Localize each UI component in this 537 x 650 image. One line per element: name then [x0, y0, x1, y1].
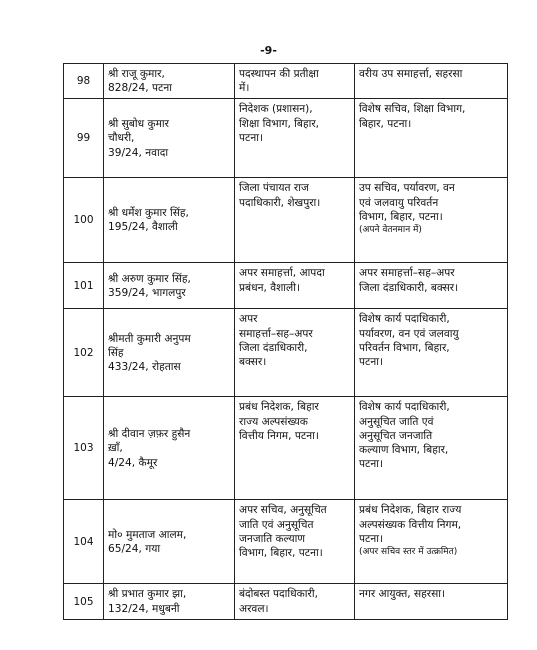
cell-line: अनुसूचित जनजाति: [359, 429, 433, 442]
cell-line: प्रबंधन, वैशाली।: [239, 281, 300, 294]
officer-name-cell: [104, 263, 235, 309]
cell-line: श्री धर्मेश कुमार सिंह,: [108, 207, 189, 220]
new-post-cell: [355, 64, 508, 99]
serial-number: 99: [64, 99, 104, 178]
table-row: [64, 178, 508, 263]
cell-line: नगर आयुक्त, सहरसा।: [359, 588, 446, 601]
cell-line: 4/24, कैमूर: [108, 456, 158, 469]
new-post-cell: [355, 99, 508, 178]
cell-note: (अपर सचिव स्तर में उत्क्रमित): [359, 547, 458, 558]
new-post-cell: [355, 584, 508, 619]
cell-line: बिहार, पटना।: [359, 117, 412, 130]
cell-line: 359/24, भागलपुर: [108, 286, 186, 299]
cell-line: राज्य अल्पसंख्यक: [239, 415, 308, 428]
cell-line: पटना।: [359, 532, 383, 545]
table-row: [64, 584, 508, 619]
serial-number: 101: [64, 263, 104, 309]
table-row: [64, 99, 508, 178]
cell-line: विभाग, बिहार, पटना।: [359, 210, 443, 223]
new-post-cell: [355, 397, 508, 500]
serial-number: 100: [64, 178, 104, 263]
cell-line: ख़ाँ,: [108, 442, 123, 455]
cell-line: कल्याण विभाग, बिहार,: [359, 444, 449, 457]
cell-line: श्री राजू कुमार,: [108, 68, 165, 80]
cell-line: विशेष कार्य पदाधिकारी,: [359, 401, 450, 414]
serial-number: 98: [64, 64, 104, 99]
cell-line: वित्तीय निगम, पटना।: [239, 429, 319, 442]
cell-line: सिंह: [108, 346, 124, 359]
cell-line: विशेष सचिव, शिक्षा विभाग,: [359, 103, 466, 116]
cell-line: पदस्थापन की प्रतीक्षा: [239, 68, 319, 80]
cell-line: विशेष कार्य पदाधिकारी,: [359, 313, 450, 326]
current-post-cell: [235, 263, 355, 309]
current-post-cell: [235, 584, 355, 619]
cell-line: पटना।: [359, 458, 383, 471]
cell-line: 39/24, नवादा: [108, 146, 169, 159]
current-post-cell: [235, 309, 355, 397]
cell-line: जिला दंडाधिकारी, बक्सर।: [359, 281, 459, 294]
officer-name-cell: [104, 500, 235, 584]
cell-line: समाहर्त्ता–सह–अपर: [239, 327, 313, 340]
cell-line: श्री प्रभात कुमार झा,: [108, 588, 187, 601]
table-row: [64, 263, 508, 309]
cell-line: अपर समाहर्त्ता–सह–अपर: [359, 267, 455, 280]
cell-line: जिला दंडाधिकारी,: [239, 341, 308, 354]
serial-number: 105: [64, 584, 104, 619]
cell-line: पदाधिकारी, शेखपुरा।: [239, 196, 321, 209]
serial-number: 104: [64, 500, 104, 584]
table-row: [64, 309, 508, 397]
page-number: -9-: [260, 44, 277, 57]
cell-line: मो० मुमताज आलम,: [108, 528, 187, 541]
table-row: [64, 500, 508, 584]
current-post-cell: [235, 99, 355, 178]
officer-name-cell: [104, 584, 235, 619]
cell-line: अपर सचिव, अनुसूचित: [239, 504, 327, 517]
cell-line: 195/24, वैशाली: [108, 221, 178, 234]
cell-line: बक्सर।: [239, 356, 267, 369]
transfer-table: [63, 63, 508, 620]
cell-line: श्री दीवान ज़फ़र हुसैन: [108, 428, 191, 441]
new-post-cell: [355, 309, 508, 397]
cell-line: उप सचिव, पर्यावरण, वन: [359, 182, 455, 195]
cell-line: श्रीमती कुमारी अनुपम: [108, 332, 191, 345]
cell-line: जनजाति कल्याण: [239, 532, 306, 545]
officer-name-cell: [104, 309, 235, 397]
cell-line: शिक्षा विभाग, बिहार,: [239, 117, 320, 130]
current-post-cell: [235, 64, 355, 99]
cell-line: चौधरी,: [108, 132, 135, 145]
cell-line: 132/24, मधुबनी: [108, 602, 180, 615]
serial-number: 103: [64, 397, 104, 500]
serial-number: 102: [64, 309, 104, 397]
cell-line: अल्पसंख्यक वित्तीय निगम,: [359, 518, 462, 531]
cell-line: में।: [239, 82, 250, 95]
cell-line: अपर समाहर्त्ता, आपदा: [239, 267, 325, 280]
cell-line: अपर: [239, 313, 258, 326]
new-post-cell: [355, 178, 508, 263]
current-post-cell: [235, 500, 355, 584]
new-post-cell: [355, 500, 508, 584]
cell-line: 828/24, पटना: [108, 82, 172, 95]
table-row: [64, 64, 508, 99]
cell-line: पर्यावरण, वन एवं जलवायु: [359, 327, 459, 340]
cell-line: पटना।: [239, 131, 263, 144]
new-post-cell: [355, 263, 508, 309]
cell-line: निदेशक (प्रशासन),: [239, 103, 313, 116]
cell-line: पटना।: [359, 356, 383, 369]
cell-line: बंदोबस्त पदाधिकारी,: [239, 588, 318, 601]
cell-line: श्री अरुण कुमार सिंह,: [108, 272, 191, 285]
current-post-cell: [235, 178, 355, 263]
cell-line: प्रबंध निदेशक, बिहार राज्य: [359, 504, 462, 517]
cell-line: प्रबंध निदेशक, बिहार: [239, 401, 319, 414]
cell-line: परिवर्तन विभाग, बिहार,: [359, 341, 450, 354]
cell-line: अरवल।: [239, 602, 269, 615]
cell-line: जाति एवं अनुसूचित: [239, 518, 314, 531]
cell-line: 65/24, गया: [108, 542, 161, 555]
cell-line: एवं जलवायु परिवर्तन: [359, 196, 439, 209]
table-row: [64, 397, 508, 500]
cell-line: वरीय उप समाहर्त्ता, सहरसा: [359, 68, 463, 80]
cell-line: विभाग, बिहार, पटना।: [239, 547, 323, 560]
officer-name-cell: [104, 99, 235, 178]
cell-line: श्री सुबोध कुमार: [108, 118, 169, 131]
current-post-cell: [235, 397, 355, 500]
cell-line: अनुसूचित जाति एवं: [359, 415, 434, 428]
officer-name-cell: [104, 64, 235, 99]
cell-note: (अपने वेतनमान में): [359, 225, 422, 236]
cell-line: जिला पंचायत राज: [239, 182, 309, 195]
cell-line: 433/24, रोहतास: [108, 361, 181, 373]
officer-name-cell: [104, 397, 235, 500]
officer-name-cell: [104, 178, 235, 263]
